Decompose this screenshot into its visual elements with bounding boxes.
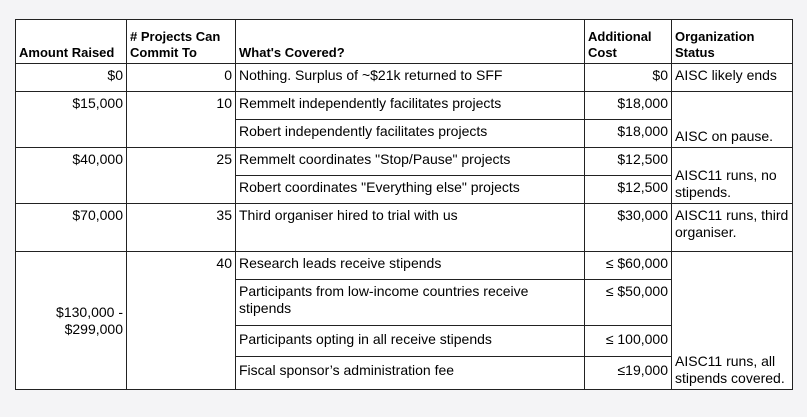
covered-cell: Remmelt independently facilitates projects — [236, 92, 585, 120]
status-cell: AISC11 runs, no stipends. — [672, 148, 793, 204]
header-projects-commit: # Projects Can Commit To — [127, 20, 236, 64]
amount-cell: $40,000 — [16, 148, 127, 204]
covered-cell: Participants from low-income countries receive stipends — [236, 280, 585, 326]
cost-cell: $0 — [585, 64, 672, 92]
cost-cell: ≤ 100,000 — [585, 326, 672, 357]
projects-cell: 40 — [127, 252, 236, 390]
covered-cell: Participants opting in all receive stipends — [236, 326, 585, 357]
amount-cell: $70,000 — [16, 204, 127, 252]
funding-table-container — [15, 19, 793, 390]
status-cell: AISC11 runs, all stipends covered. — [672, 252, 793, 390]
status-cell: AISC on pause. — [672, 92, 793, 148]
table-row — [16, 252, 793, 280]
amount-cell: $0 — [16, 64, 127, 92]
projects-cell: 0 — [127, 64, 236, 92]
table-row — [16, 92, 793, 120]
header-additional-cost: Additional Cost — [585, 20, 672, 64]
covered-cell: Third organiser hired to trial with us — [236, 204, 585, 252]
projects-cell: 25 — [127, 148, 236, 204]
cost-cell: ≤ $60,000 — [585, 252, 672, 280]
table-row — [16, 64, 793, 92]
covered-cell: Robert independently facilitates projects — [236, 120, 585, 148]
amount-cell: $15,000 — [16, 92, 127, 148]
header-row — [16, 20, 793, 64]
status-cell: AISC11 runs, third organiser. — [672, 204, 793, 252]
covered-cell: Fiscal sponsor’s administration fee — [236, 357, 585, 390]
covered-cell: Robert coordinates "Everything else" projects — [236, 176, 585, 204]
cost-cell: ≤19,000 — [585, 357, 672, 390]
status-cell: AISC likely ends — [672, 64, 793, 92]
amount-cell — [16, 252, 127, 390]
funding-table — [15, 19, 793, 390]
cost-cell: $12,500 — [585, 148, 672, 176]
covered-cell: Nothing. Surplus of ~$21k returned to SFF — [236, 64, 585, 92]
amount-range: $130,000 - $299,000 — [56, 304, 123, 337]
header-organization-status: Organization Status — [672, 20, 793, 64]
table-row — [16, 148, 793, 176]
cost-cell: $18,000 — [585, 120, 672, 148]
header-amount-raised: Amount Raised — [16, 20, 127, 64]
projects-cell: 10 — [127, 92, 236, 148]
covered-cell: Research leads receive stipends — [236, 252, 585, 280]
cost-cell: ≤ $50,000 — [585, 280, 672, 326]
cost-cell: $18,000 — [585, 92, 672, 120]
cost-cell: $30,000 — [585, 204, 672, 252]
projects-cell: 35 — [127, 204, 236, 252]
cost-cell: $12,500 — [585, 176, 672, 204]
table-row — [16, 204, 793, 252]
covered-cell: Remmelt coordinates "Stop/Pause" projects — [236, 148, 585, 176]
header-whats-covered: What's Covered? — [236, 20, 585, 64]
